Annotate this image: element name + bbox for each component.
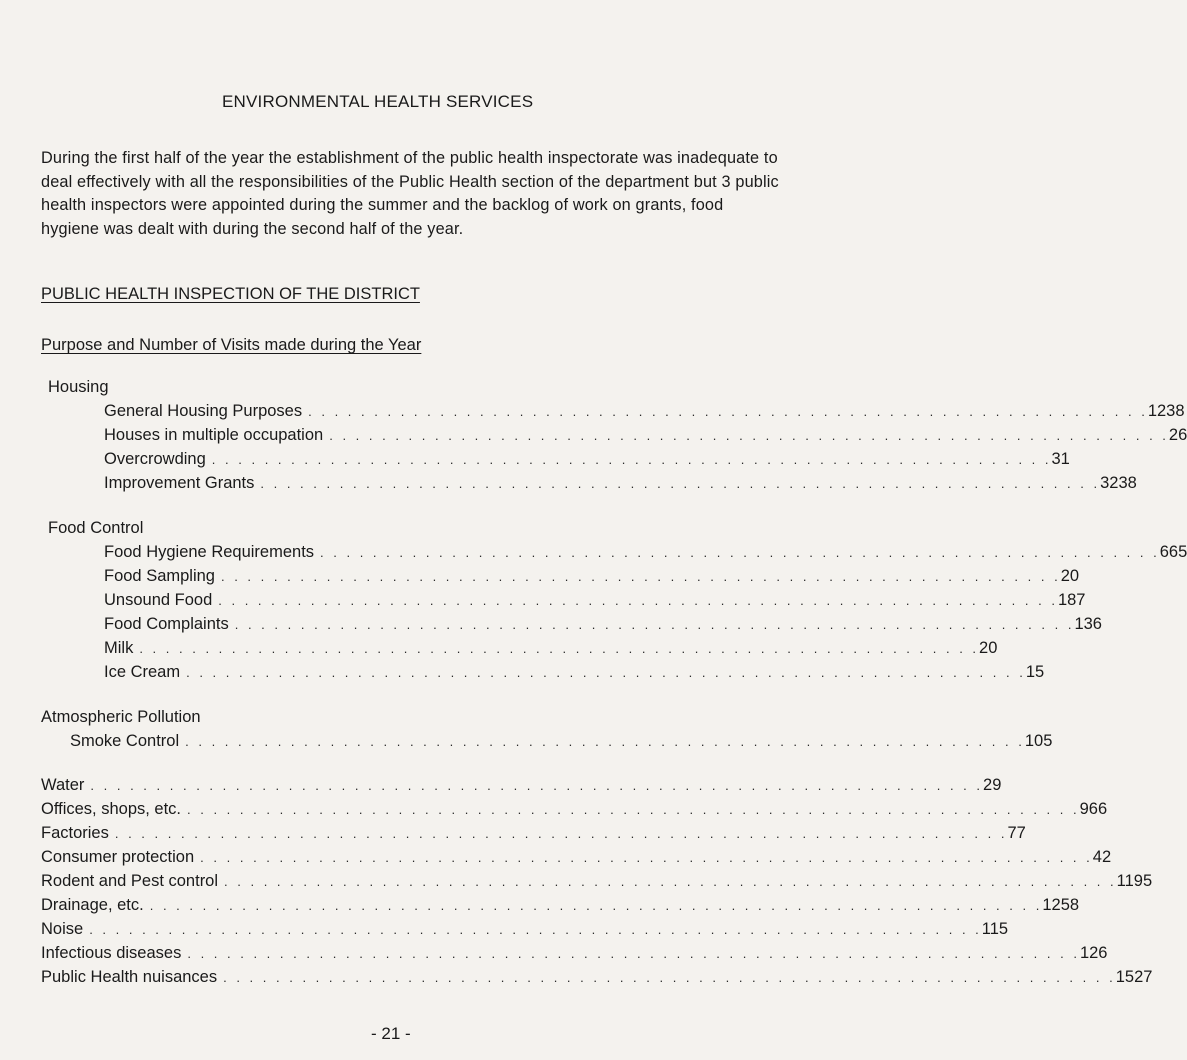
dot-leader: . . . . . . . . . . . . . . . . . . . . . . . . . . . . . . . . . . . . . . . . . . . . . . . . . . . . . . . . . . . . . . . . . . . . bbox=[90, 778, 984, 793]
row-value: 42 bbox=[1092, 848, 1112, 866]
list-item bbox=[41, 968, 1153, 992]
row-label: Food Complaints bbox=[104, 615, 235, 634]
section-title: PUBLIC HEALTH INSPECTION OF THE DISTRICT bbox=[41, 285, 420, 303]
row-value: 26 bbox=[1168, 426, 1187, 444]
row-label: Overcrowding bbox=[104, 450, 212, 469]
row-label: Noise bbox=[41, 920, 89, 939]
dot-leader: . . . . . . . . . . . . . . . . . . . . . . . . . . . . . . . . . . . . . . . . . . . . . . . . . . . . . . . . . . . . . . . . bbox=[218, 593, 1058, 608]
row-value: 966 bbox=[1079, 800, 1108, 818]
row-label: Food Hygiene Requirements bbox=[104, 543, 320, 562]
dot-leader: . . . . . . . . . . . . . . . . . . . . . . . . . . . . . . . . . . . . . . . . . . . . . . . . . . . . . . . . . . . . . . . . bbox=[185, 734, 1025, 749]
intro-paragraph: During the first half of the year the establishment of the public health inspectorate was inadequate to deal effectively with all the responsibilities of the Public Health section of the department but 3 public health inspectors were appointed during the summer and the backlog of work on grants, food hygiene was dealt with during the second half of the year. bbox=[41, 149, 779, 238]
dot-leader: . . . . . . . . . . . . . . . . . . . . . . . . . . . . . . . . . . . . . . . . . . . . . . . . . . . . . . . . . . . . . . . . bbox=[220, 569, 1061, 584]
row-value: 187 bbox=[1057, 591, 1086, 609]
dot-leader: . . . . . . . . . . . . . . . . . . . . . . . . . . . . . . . . . . . . . . . . . . . . . . . . . . . . . . . . . . . . . . . . . . . . bbox=[224, 874, 1117, 889]
list-item bbox=[104, 543, 1187, 567]
food-control-title: Food Control bbox=[48, 519, 144, 537]
row-label: General Housing Purposes bbox=[104, 402, 308, 421]
row-label: Infectious diseases bbox=[41, 944, 187, 963]
dot-leader: . . . . . . . . . . . . . . . . . . . . . . . . . . . . . . . . . . . . . . . . . . . . . . . . . . . . . . . . . . . . . . . . . . . . bbox=[200, 850, 1093, 865]
row-label: Houses in multiple occupation bbox=[104, 426, 329, 445]
atmospheric-pollution-title: Atmospheric Pollution bbox=[41, 708, 201, 726]
dot-leader: . . . . . . . . . . . . . . . . . . . . . . . . . . . . . . . . . . . . . . . . . . . . . . . . . . . . . . . . . . . . . . . . . . . . bbox=[114, 826, 1008, 841]
list-item bbox=[104, 639, 998, 663]
list-item bbox=[41, 872, 1153, 896]
row-label: Rodent and Pest control bbox=[41, 872, 224, 891]
dot-leader: . . . . . . . . . . . . . . . . . . . . . . . . . . . . . . . . . . . . . . . . . . . . . . . . . . . . . . . . . . . . . . . . . . . . bbox=[187, 946, 1080, 961]
row-value: 136 bbox=[1074, 615, 1102, 633]
list-item bbox=[41, 896, 1080, 920]
dot-leader: . . . . . . . . . . . . . . . . . . . . . . . . . . . . . . . . . . . . . . . . . . . . . . . . . . . . . . . . . . . . . . . . . . . . bbox=[187, 802, 1080, 817]
row-label: Smoke Control bbox=[70, 732, 185, 751]
row-value: 3238 bbox=[1100, 474, 1137, 492]
list-item bbox=[104, 450, 1070, 474]
dot-leader: . . . . . . . . . . . . . . . . . . . . . . . . . . . . . . . . . . . . . . . . . . . . . . . . . . . . . . . . . . . . . . . . . . . . bbox=[223, 970, 1116, 985]
page-heading: ENVIRONMENTAL HEALTH SERVICES bbox=[222, 92, 534, 111]
row-label: Unsound Food bbox=[104, 591, 218, 610]
row-value: 77 bbox=[1007, 824, 1026, 842]
list-item bbox=[104, 591, 1086, 615]
list-item bbox=[104, 402, 1185, 426]
row-label: Factories bbox=[41, 824, 115, 843]
dot-leader: . . . . . . . . . . . . . . . . . . . . . . . . . . . . . . . . . . . . . . . . . . . . . . . . . . . . . . . . . . . . . . . . bbox=[139, 641, 980, 656]
housing-title: Housing bbox=[48, 378, 109, 396]
dot-leader: . . . . . . . . . . . . . . . . . . . . . . . . . . . . . . . . . . . . . . . . . . . . . . . . . . . . . . . . . . . . . . . . bbox=[320, 545, 1160, 560]
row-label: Improvement Grants bbox=[104, 474, 260, 493]
list-item bbox=[41, 920, 1009, 944]
list-item bbox=[41, 848, 1112, 872]
row-label: Consumer protection bbox=[41, 848, 200, 867]
row-value: 665 bbox=[1159, 543, 1187, 561]
list-item bbox=[104, 615, 1102, 639]
dot-leader: . . . . . . . . . . . . . . . . . . . . . . . . . . . . . . . . . . . . . . . . . . . . . . . . . . . . . . . . . . . . . . . . bbox=[260, 476, 1101, 491]
list-item bbox=[41, 824, 1026, 848]
dot-leader: . . . . . . . . . . . . . . . . . . . . . . . . . . . . . . . . . . . . . . . . . . . . . . . . . . . . . . . . . . . . . . . . bbox=[234, 617, 1075, 632]
row-label: Public Health nuisances bbox=[41, 968, 223, 987]
list-item bbox=[104, 474, 1137, 498]
dot-leader: . . . . . . . . . . . . . . . . . . . . . . . . . . . . . . . . . . . . . . . . . . . . . . . . . . . . . . . . . . . . . . . . . . . . bbox=[149, 898, 1043, 913]
row-value: 1527 bbox=[1115, 968, 1153, 986]
row-value: 20 bbox=[1060, 567, 1080, 585]
row-value: 29 bbox=[983, 776, 1002, 794]
dot-leader: . . . . . . . . . . . . . . . . . . . . . . . . . . . . . . . . . . . . . . . . . . . . . . . . . . . . . . . . . . . . . . . . bbox=[211, 452, 1052, 467]
list-item bbox=[70, 732, 1053, 756]
row-value: 115 bbox=[981, 920, 1009, 938]
row-value: 20 bbox=[979, 639, 998, 657]
sub-title: Purpose and Number of Visits made during the Year bbox=[41, 336, 422, 354]
row-value: 15 bbox=[1025, 663, 1045, 681]
row-value: 126 bbox=[1079, 944, 1108, 962]
row-label: Drainage, etc. bbox=[41, 896, 150, 915]
list-item bbox=[41, 776, 1002, 800]
row-value: 1238 bbox=[1147, 402, 1185, 420]
list-item bbox=[41, 800, 1108, 824]
dot-leader: . . . . . . . . . . . . . . . . . . . . . . . . . . . . . . . . . . . . . . . . . . . . . . . . . . . . . . . . . . . . . . . . bbox=[186, 665, 1026, 680]
list-item bbox=[104, 663, 1045, 687]
row-label: Water bbox=[41, 776, 90, 795]
dot-leader: . . . . . . . . . . . . . . . . . . . . . . . . . . . . . . . . . . . . . . . . . . . . . . . . . . . . . . . . . . . . . . . . bbox=[308, 404, 1148, 419]
row-label: Food Sampling bbox=[104, 567, 221, 586]
dot-leader: . . . . . . . . . . . . . . . . . . . . . . . . . . . . . . . . . . . . . . . . . . . . . . . . . . . . . . . . . . . . . . . . . . . . bbox=[89, 922, 982, 937]
page-number: - 21 - bbox=[371, 1024, 411, 1043]
row-value: 1195 bbox=[1116, 872, 1153, 890]
row-value: 1258 bbox=[1042, 896, 1080, 914]
row-value: 105 bbox=[1024, 732, 1053, 750]
row-value: 31 bbox=[1051, 450, 1070, 468]
row-label: Offices, shops, etc. bbox=[41, 800, 187, 819]
list-item bbox=[104, 426, 1187, 450]
list-item bbox=[104, 567, 1080, 591]
row-label: Ice Cream bbox=[104, 663, 186, 682]
dot-leader: . . . . . . . . . . . . . . . . . . . . . . . . . . . . . . . . . . . . . . . . . . . . . . . . . . . . . . . . . . . . . . . . bbox=[329, 428, 1169, 443]
list-item bbox=[41, 944, 1108, 968]
row-label: Milk bbox=[104, 639, 139, 658]
